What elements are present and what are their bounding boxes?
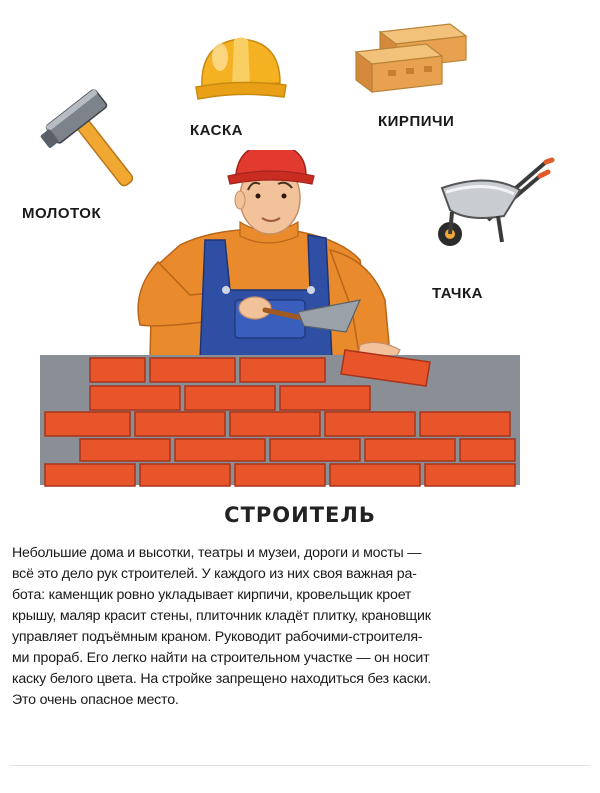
hard-hat-icon	[190, 25, 290, 110]
brick-wall	[40, 350, 520, 486]
description-line: ми прораб. Его легко найти на строительном участке — он носит	[12, 650, 430, 666]
description-line: бота: каменщик ровно укладывает кирпичи, кровельщик кроет	[12, 587, 412, 603]
description-line: Это очень опасное место.	[12, 692, 179, 708]
divider	[10, 765, 590, 766]
hammer-label: МОЛОТОК	[22, 205, 102, 222]
bricks-label: КИРПИЧИ	[378, 113, 455, 130]
description-text	[12, 543, 572, 711]
wheelbarrow-label: ТАЧКА	[432, 285, 483, 302]
description-line: Небольшие дома и высотки, театры и музеи, дороги и мосты —	[12, 545, 422, 561]
description-line: крышу, маляр красит стены, плиточник кладёт плитку, крановщик	[12, 608, 431, 624]
bricks-icon	[350, 20, 470, 100]
builder-figure	[138, 150, 400, 364]
description-line: каску белого цвета. На стройке запрещено находиться без каски.	[12, 671, 432, 687]
description-line: всё это дело рук строителей. У каждого из них своя важная ра-	[12, 566, 417, 582]
helmet-label: КАСКА	[190, 122, 243, 139]
page-title: СТРОИТЕЛЬ	[224, 503, 376, 527]
description-line: управляет подъёмным краном. Руководит рабочими-строителя-	[12, 629, 423, 645]
bricklayer-illustration	[40, 150, 520, 490]
